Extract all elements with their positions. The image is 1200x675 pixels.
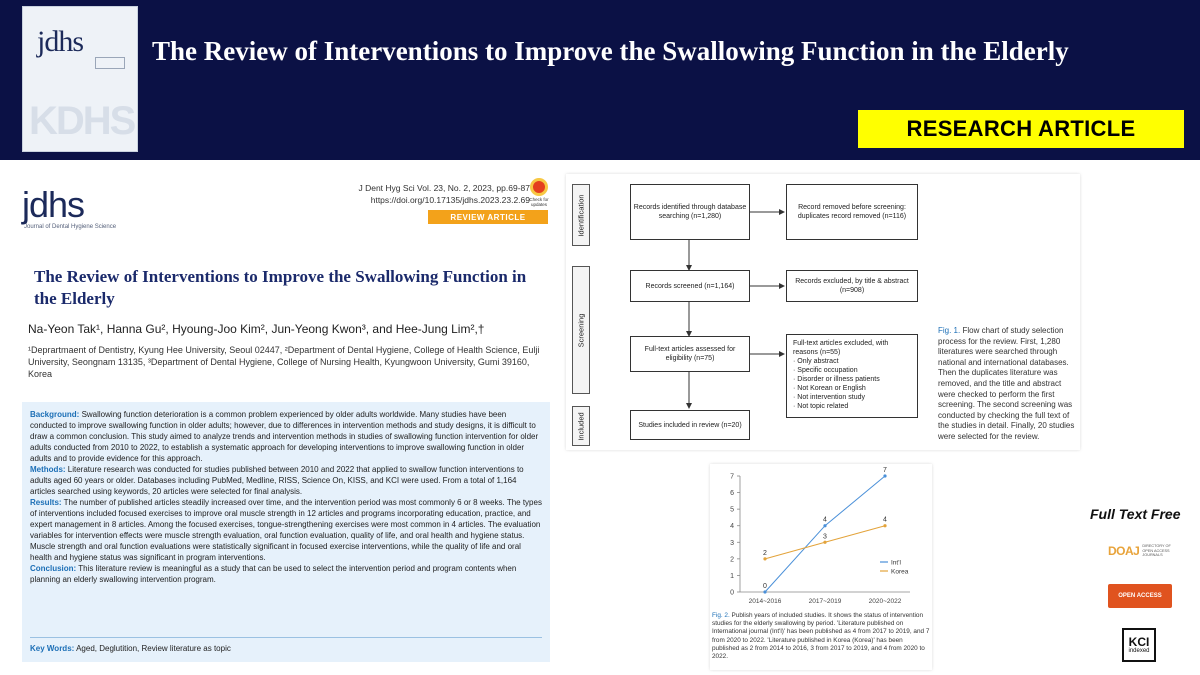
y-tick-label: 5 [730, 506, 734, 514]
citation-line: J Dent Hyg Sci Vol. 23, No. 2, 2023, pp.69-87 [358, 183, 530, 193]
banner-title: The Review of Interventions to Improve the Swallowing Function in the Elderly [152, 36, 1069, 66]
x-tick-label: 2014~2016 [748, 598, 782, 605]
data-point [763, 590, 766, 593]
box-fulltext-excluded [786, 334, 918, 418]
stage-identification: Identification [572, 184, 590, 246]
doi-link[interactable]: https://doi.org/10.17135/jdhs.2023.23.2.69 [370, 195, 530, 205]
reason-item: · Disorder or illness patients [793, 376, 880, 383]
data-point [823, 541, 826, 544]
cover-info-box [95, 57, 125, 69]
journal-cover-image [22, 6, 138, 152]
check-for-updates-label: Check for updates [529, 197, 549, 207]
y-tick-label: 3 [730, 539, 734, 547]
y-tick-label: 7 [730, 473, 734, 481]
y-tick-label: 1 [730, 572, 734, 580]
article-first-page [10, 172, 552, 400]
citation [250, 182, 530, 206]
fulltext-excluded-title: Full-text articles excluded, with reasons (n=55) [793, 340, 889, 356]
abstract-conclusion: Conclusion: This literature review is meaningful as a study that can be used to select the intervention period and program contents when planning an elderly swallowing intervention program. [30, 564, 517, 584]
journal-logo-subtitle: Journal of Dental Hygiene Science [24, 224, 117, 230]
data-point [883, 524, 886, 527]
abstract-keywords: Key Words: Aged, Deglutition, Review literature as topic [30, 637, 542, 654]
doaj-logo[interactable]: DOAJ DIRECTORY OF OPEN ACCESS JOURNALS [1108, 544, 1171, 558]
box-records-identified: Records identified through database searching (n=1,280) [630, 184, 750, 240]
cover-watermark: KDHS [29, 99, 135, 143]
open-access-logo[interactable]: OPEN ACCESS [1108, 584, 1172, 608]
stage-screening: Screening [572, 266, 590, 394]
box-records-screened: Records screened (n=1,164) [630, 270, 750, 302]
journal-logo: jdhs [22, 184, 85, 225]
y-tick-label: 4 [730, 523, 734, 531]
data-label: 0 [763, 583, 767, 590]
data-point [763, 557, 766, 560]
abstract-methods: Methods: Literature research was conducted for studies published between 2010 and 2022 that applied to swallow function interventions to adults aged 60 years or older. Databases including PubMed, Medline, RISS, Science On, KISS, and KCI were used. From a total of 1,164 articles searched using keywords, 20 articles were selected for final analysis. [30, 465, 524, 496]
data-label: 4 [883, 516, 887, 524]
y-tick-label: 0 [730, 589, 734, 597]
reason-item: · Not Korean or English [793, 385, 866, 392]
header-banner [0, 0, 1200, 160]
data-point [883, 474, 886, 477]
data-label: 7 [883, 467, 887, 474]
y-tick-label: 6 [730, 490, 734, 498]
data-label: 4 [823, 516, 827, 524]
reason-item: · Only abstract [793, 358, 839, 365]
box-studies-included: Studies included in review (n=20) [630, 410, 750, 440]
research-article-badge: RESEARCH ARTICLE [858, 110, 1184, 148]
figure1-caption: Fig. 1. Flow chart of study selection process for the review. First, 1,280 literatures were searched through national and international databases. Then the duplicates literature was removed, and the title and abstract were checked to perform the first screening. The second screening was conducted by checking the full text of the studies in detail. Finally, 20 studies were selected for the review. [938, 326, 1075, 441]
x-tick-label: 2017~2019 [808, 598, 842, 605]
kci-indexed-logo[interactable]: KCI indexed [1122, 628, 1156, 662]
cover-logo: jdhs [37, 25, 84, 58]
x-tick-label: 2020~2022 [868, 598, 902, 605]
reason-item: · Not intervention study [793, 394, 865, 401]
box-fulltext-assessed: Full-text articles assessed for eligibility (n=75) [630, 336, 750, 372]
review-article-badge: REVIEW ARTICLE [428, 210, 548, 224]
abstract-results: Results: The number of published articles steadily increased over time, and the intervention period was most commonly 6 or 8 weeks. The types of interventions included focused exercises to improve oral muscle strength in 12 articles and programs incorporating education, practice, and expert management in 8 articles. Among the focused exercises, tongue-strengthening exercises were most common in 4 articles. The evaluation variables for intervention effects were muscle strength evaluation, oral function evaluation, quality of life, and oral health and hygiene status. Muscle strength and oral function evaluations were statistically significant in focused exercise interventions, while the quality of life and oral health and hygiene status was significant in program interventions. [30, 498, 542, 562]
article-title: The Review of Interventions to Improve the Swallowing Function in the Elderly [34, 267, 527, 308]
data-label: 3 [823, 533, 827, 541]
data-point [823, 524, 826, 527]
data-label: 2 [763, 549, 767, 557]
affiliations: ¹Deprartmaent of Dentistry, Kyung Hee University, Seoul 02447, ²Department of Dental Hygiene, College of Health Science, Eulji University, Seongnam 13135, ³Department of Dental Hygiene, College of Nursing Health, Kyungwoon University, Gumi 39160, Korea [28, 345, 540, 379]
box-records-excluded: Records excluded, by title & abstract (n=908) [786, 270, 918, 302]
box-records-removed: Record removed before screening: duplicates record removed (n=116) [786, 184, 918, 240]
figure2-caption: Fig. 2. Publish years of included studies. It shows the status of intervention studies for the elderly swallowing by period. 'Literature published on International journal (Int'l)' has been published as 4 from 2017 to 2019, and 7 from 2020 to 2022. 'Literature published in Korea (Korea)' has been published as 2 from 2014 to 2016, 3 from 2017 to 2019, and 4 from 2020 to 2022. [712, 612, 930, 661]
line-chart [710, 464, 932, 614]
reason-item: · Not topic related [793, 403, 849, 410]
legend-label: Int'l [891, 559, 901, 567]
abstract-background: Background: Swallowing function deterioration is a common problem experienced by older adults worldwide. Many studies have been conducted to improve swallowing function in older adults; however, due to differences in intervention methods and study designs, it is difficult to draw a common conclusion. This study aimed to analyze trends and intervention methods in studies of swallowing function intervention for older adults conducted from 2010 to 2022, to establish a systematic approach for developing interventions to improve swallowing function in older adults and to provide evidence for this approach. [30, 410, 539, 463]
author-list: Na-Yeon Tak¹, Hanna Gu², Hyoung-Joo Kim², Jun-Yeong Kwon³, and Hee-Jung Lim²,† [28, 322, 485, 336]
reason-item: · Specific occupation [793, 367, 858, 374]
legend-label: Korea [891, 568, 909, 576]
y-tick-label: 2 [730, 556, 734, 564]
full-text-free-label: Full Text Free [1090, 506, 1181, 522]
stage-included: Included [572, 406, 590, 446]
check-for-updates-icon[interactable] [526, 178, 552, 208]
abstract-box [22, 402, 550, 662]
